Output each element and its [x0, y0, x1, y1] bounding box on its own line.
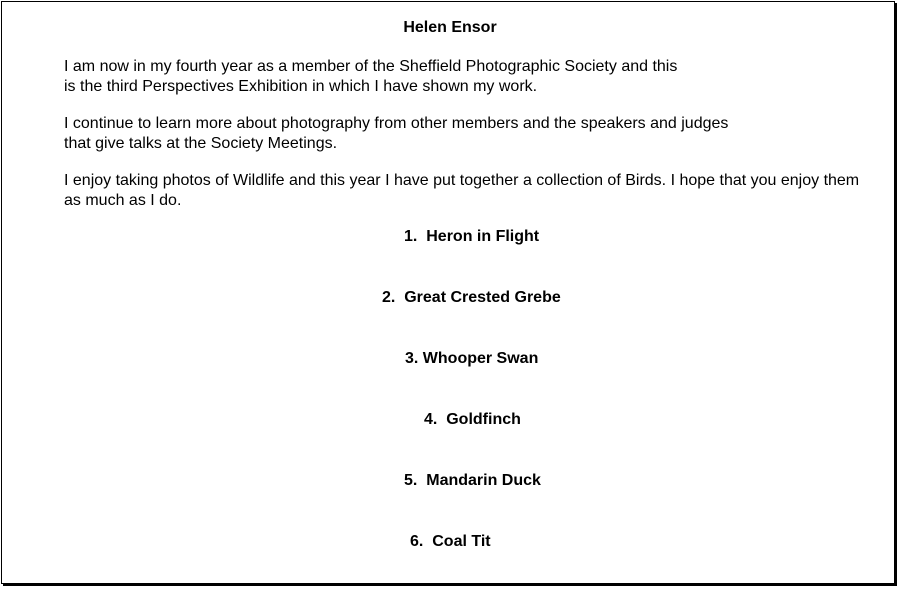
- photo-list-item: 3. Whooper Swan: [405, 350, 539, 367]
- photo-list-item: 1. Heron in Flight: [404, 228, 540, 245]
- photo-list-item: 5. Mandarin Duck: [404, 472, 541, 489]
- photo-list-item: 4. Goldfinch: [424, 411, 521, 428]
- photo-list-item: 6. Coal Tit: [410, 533, 491, 550]
- learning-paragraph: I continue to learn more about photography from other members and the speakers and judges that give talks at the Society Meetings.: [64, 115, 729, 152]
- collection-paragraph: I enjoy taking photos of Wildlife and this year I have put together a collection of Birds. I hope that you enjoy them as much as I do.: [64, 172, 860, 209]
- author-name-heading: Helen Ensor: [403, 19, 497, 36]
- intro-paragraph: I am now in my fourth year as a member of the Sheffield Photographic Society and this is the third Perspectives Exhibition in which I have shown my work.: [64, 58, 678, 95]
- photo-list-item: 2. Great Crested Grebe: [382, 289, 561, 306]
